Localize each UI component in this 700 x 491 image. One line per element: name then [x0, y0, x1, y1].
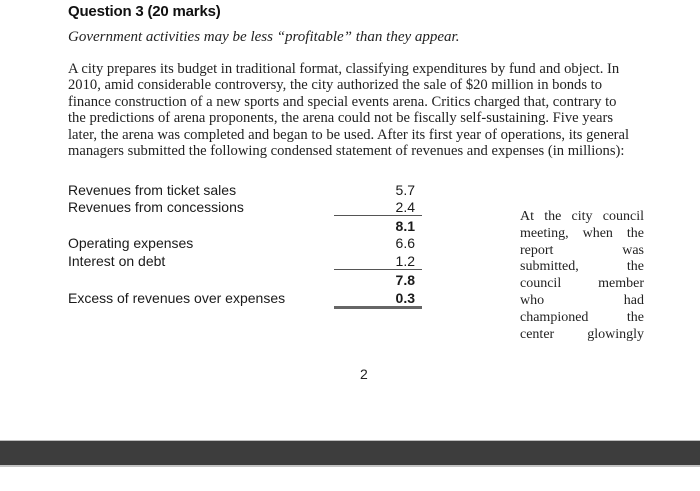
side-text-line [520, 293, 644, 310]
paragraph-line: 2010, amid considerable controversy, the city authorized the sale of $20 million in bonds to [68, 77, 603, 94]
question-title: Question 3 (20 marks) [68, 3, 221, 20]
side-text-line [520, 259, 644, 276]
side-text-line [520, 276, 644, 293]
next-page-area [0, 467, 700, 491]
statement-label-ticket-sales: Revenues from ticket sales [68, 182, 237, 198]
statement-label-excess: Excess of revenues over expenses [68, 290, 286, 306]
side-text-line [520, 310, 644, 327]
word: the [544, 209, 562, 224]
word: member [598, 276, 644, 292]
paragraph-line: later, the arena was completed and began to be used. After its first year of operations, its general [68, 126, 630, 143]
word: meeting, [520, 225, 569, 241]
word: championed [520, 309, 589, 325]
statement-value-ticket-sales: 5.7 [395, 182, 415, 198]
word: the [626, 309, 644, 325]
paragraph-line: A city prepares its budget in traditional format, classifying expenditures by fund and object. In [68, 61, 620, 77]
statement-value-interest-on-debt: 1.2 [395, 253, 415, 269]
word: city [571, 209, 593, 224]
word: center [520, 326, 555, 342]
word: council [520, 276, 562, 292]
word: was [622, 242, 644, 258]
double-underline-rule [334, 306, 422, 309]
page-number: 2 [360, 366, 368, 382]
word: council [602, 209, 644, 224]
paragraph-line: the predictions of arena proponents, the arena could not be fiscally self-sustaining. Five years [68, 110, 614, 127]
statement-label-concessions: Revenues from concessions [68, 199, 244, 215]
side-text-line [520, 209, 644, 226]
word: who [520, 292, 545, 308]
question-subtitle: Government activities may be less “profitable” than they appear. [68, 29, 460, 45]
statement-value-excess: 0.3 [395, 290, 415, 306]
statement-value-concessions: 2.4 [395, 199, 415, 215]
statement-value-operating-expenses: 6.6 [395, 235, 415, 251]
word: the [626, 259, 644, 275]
word: when [582, 225, 613, 241]
word: glowingly [587, 326, 644, 342]
statement-label-operating-expenses: Operating expenses [68, 235, 194, 251]
question-paragraph [68, 61, 648, 159]
word: At [520, 209, 534, 224]
paragraph-line: finance construction of a new sports and special events arena. Critics charged that, contrary to [68, 93, 617, 110]
side-text-column [520, 209, 644, 343]
word: report [520, 242, 554, 258]
side-text-line [520, 243, 644, 260]
page-divider-band [0, 440, 700, 467]
subtotal-rule [334, 215, 422, 216]
side-text-line [520, 226, 644, 243]
statement-label-interest-on-debt: Interest on debt [68, 253, 166, 269]
word: submitted, [520, 259, 579, 275]
paragraph-line: managers submitted the following condensed statement of revenues and expenses (in millions): [68, 143, 625, 160]
word: had [623, 292, 644, 308]
subtotal-rule [334, 269, 422, 270]
statement-value-total-expenses: 7.8 [395, 272, 415, 288]
side-text-line [520, 327, 644, 344]
word: the [626, 225, 644, 241]
statement-value-total-revenues: 8.1 [395, 218, 415, 234]
